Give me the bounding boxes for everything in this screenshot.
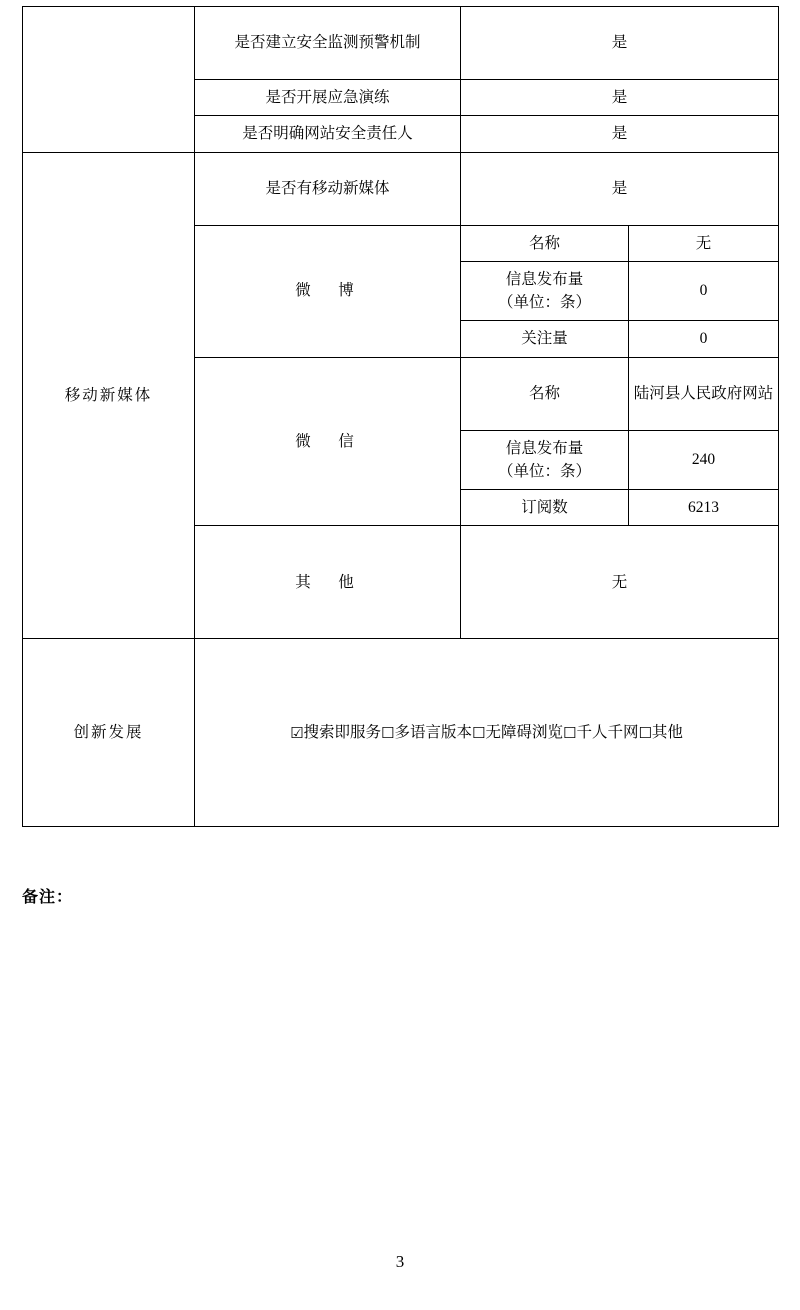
field-value: 240 [629, 430, 779, 490]
option-label: 多语言版本 [394, 724, 473, 742]
row-value: 是 [461, 80, 779, 116]
field-label-line2: （单位：条） [497, 462, 591, 480]
field-label: 订阅数 [461, 490, 629, 526]
innovation-option-other[interactable] [638, 724, 682, 741]
option-label: 其他 [651, 724, 683, 742]
weibo-label: 微 博 [195, 225, 461, 357]
field-value: 0 [629, 261, 779, 321]
innovation-category-label: 创新发展 [23, 639, 195, 827]
innovation-option-search[interactable] [290, 724, 381, 741]
checkbox-unchecked-icon[interactable]: ☐ [472, 724, 486, 743]
option-label: 搜索即服务 [303, 724, 382, 742]
website-report-table [22, 6, 779, 827]
weixin-label: 微 信 [195, 357, 461, 526]
checkbox-unchecked-icon[interactable]: ☐ [562, 724, 577, 743]
remarks-label: 备注： [22, 889, 74, 906]
field-value: 0 [629, 321, 779, 357]
row-value: 是 [461, 152, 779, 225]
field-label [461, 430, 629, 490]
row-value: 是 [461, 7, 779, 80]
table-row [23, 152, 779, 225]
field-label-line2: （单位：条） [497, 294, 591, 311]
field-value: 陆河县人民政府网站 [629, 357, 779, 430]
other-media-label: 其 他 [195, 526, 461, 639]
row-label: 是否明确网站安全责任人 [195, 116, 461, 152]
row-label: 是否建立安全监测预警机制 [195, 7, 461, 80]
field-label-line1: 信息发布量 [505, 270, 584, 288]
field-label: 关注量 [461, 321, 629, 357]
row-label: 是否开展应急演练 [195, 80, 461, 116]
field-label: 名称 [461, 357, 629, 430]
field-label [461, 261, 629, 321]
other-media-value: 无 [461, 526, 779, 639]
field-value: 6213 [629, 490, 779, 526]
innovation-option-personalized[interactable] [563, 724, 638, 741]
page-number: 3 [395, 1252, 405, 1271]
field-value: 无 [629, 225, 779, 261]
innovation-option-multilang[interactable] [381, 724, 472, 741]
option-label: 千人千网 [576, 724, 639, 742]
innovation-options [195, 639, 779, 827]
field-label-line1: 信息发布量 [505, 439, 584, 457]
option-label: 无障碍浏览 [485, 724, 563, 742]
security-category-cell [23, 7, 195, 153]
field-label: 名称 [461, 225, 629, 261]
checkbox-unchecked-icon[interactable]: ☐ [638, 724, 652, 743]
innovation-option-accessible[interactable] [472, 724, 563, 741]
checkbox-checked-icon[interactable]: ☑ [290, 724, 304, 743]
row-value: 是 [461, 116, 779, 152]
table-row [23, 639, 779, 827]
row-label: 是否有移动新媒体 [195, 152, 461, 225]
checkbox-unchecked-icon[interactable]: ☐ [381, 724, 395, 743]
table-row [23, 7, 779, 80]
mobile-media-category-label: 移动新媒体 [23, 152, 195, 639]
